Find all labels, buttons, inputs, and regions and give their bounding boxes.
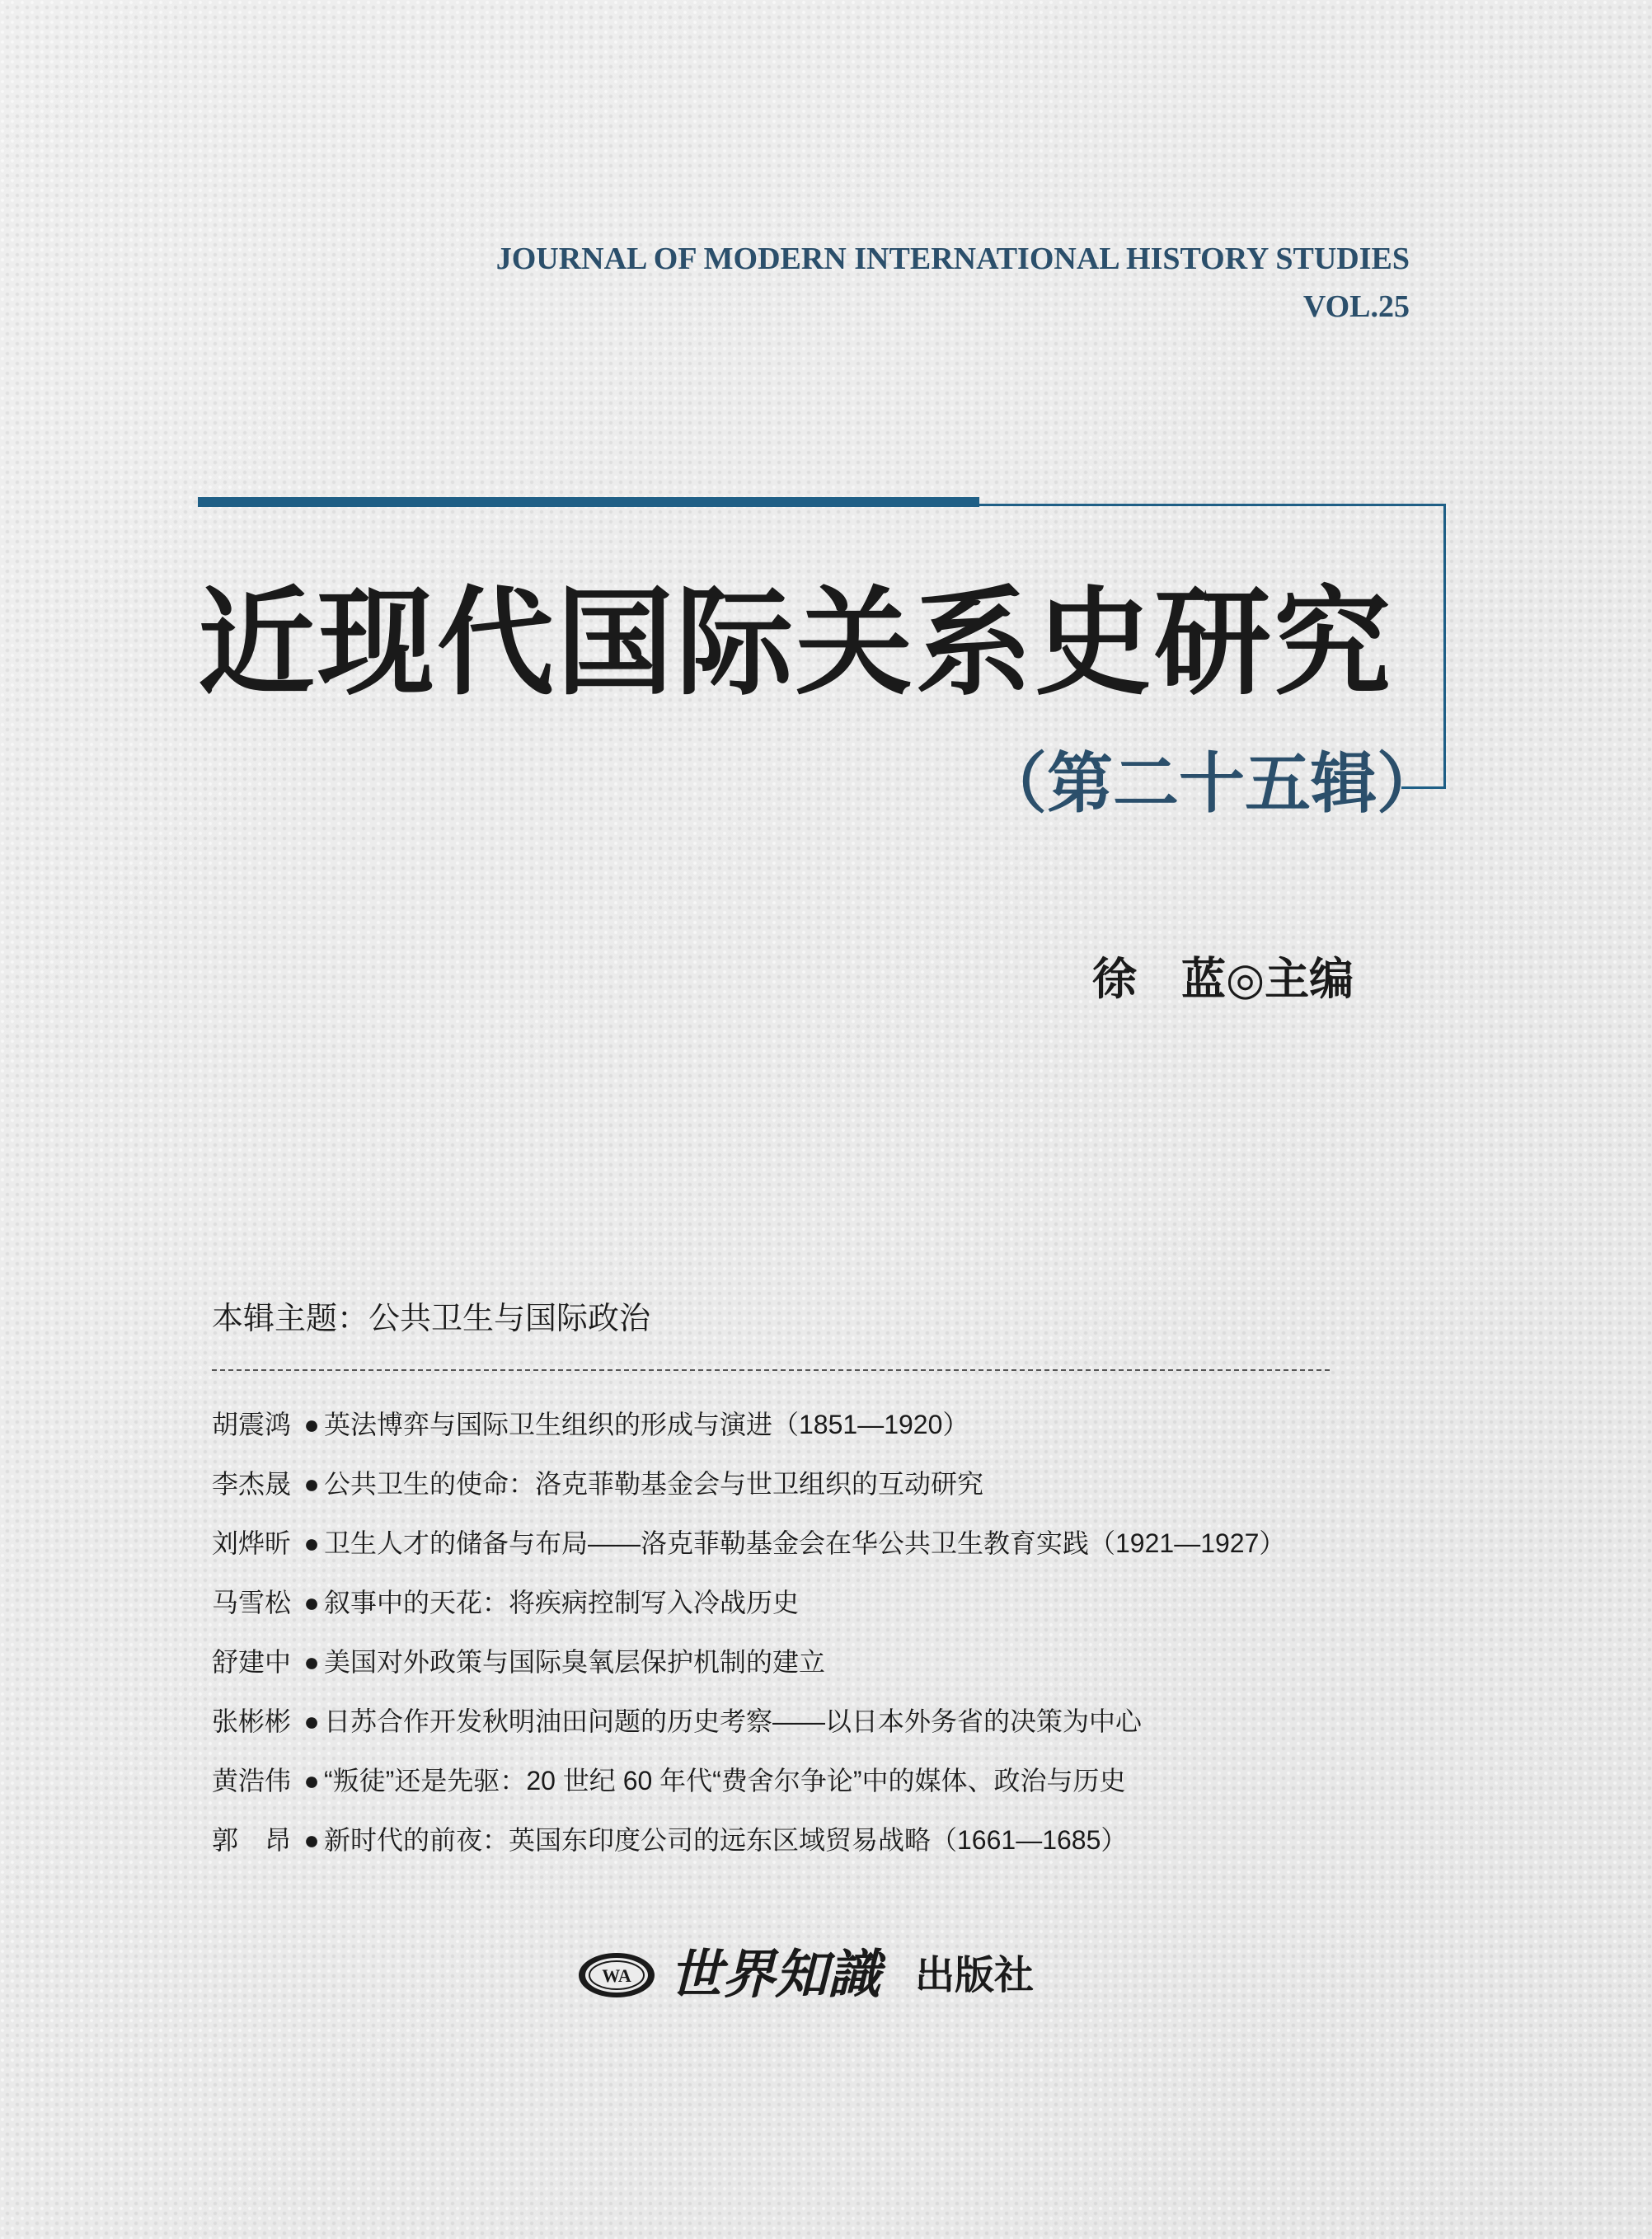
dashed-divider [212,1369,1330,1371]
article-title: 公共卫生的使命：洛克菲勒基金会与世卫组织的互动研究 [324,1469,984,1499]
article-author: 张彬彬 [212,1706,292,1736]
article-title: “叛徒”还是先驱：20 世纪 60 年代“费舍尔争论”中的媒体、政治与历史 [324,1766,1126,1795]
article-title: 新时代的前夜：英国东印度公司的远东区域贸易战略（1661—1685） [324,1825,1128,1855]
publisher-logo-icon [577,1950,656,2000]
contents-item [212,1700,1285,1759]
bullet-icon: ● [303,1410,320,1439]
article-author: 刘烨昕 [212,1528,292,1558]
article-author: 舒建中 [212,1647,292,1677]
title-frame-side [1443,504,1446,789]
title-rule-thick [198,497,979,507]
bullet-icon: ● [303,1647,320,1677]
bullet-icon: ● [303,1825,320,1855]
book-title: 近现代国际关系史研究 [198,575,1393,711]
journal-english-title: JOURNAL OF MODERN INTERNATIONAL HISTORY STUDIES [495,242,1410,276]
article-title: 英法博弈与国际卫生组织的形成与演进（1851—1920） [324,1410,969,1439]
article-author: 马雪松 [212,1588,292,1617]
article-title: 卫生人才的储备与布局——洛克菲勒基金会在华公共卫生教育实践（1921—1927） [324,1528,1286,1558]
bullet-icon: ● [303,1766,320,1795]
article-author: 郭 昂 [212,1825,292,1855]
editor-credit: 徐 蓝◎主编 [1092,952,1354,1005]
article-author: 胡震鸿 [212,1410,292,1439]
article-author: 黄浩伟 [212,1766,292,1795]
contents-list [212,1403,1285,1878]
contents-item [212,1522,1285,1581]
bullet-icon: ● [303,1528,320,1558]
bullet-icon: ● [303,1706,320,1736]
contents-item [212,1581,1285,1641]
bullet-icon: ● [303,1469,320,1499]
article-title: 美国对外政策与国际臭氧层保护机制的建立 [324,1647,826,1677]
article-title: 日苏合作开发秋明油田问题的历史考察——以日本外务省的决策为中心 [324,1706,1143,1736]
contents-item [212,1759,1285,1819]
volume-label: VOL.25 [1302,289,1410,324]
publisher-name: 出版社 [915,1952,1035,1998]
contents-item [212,1403,1285,1462]
bullet-icon: ● [303,1588,320,1617]
issue-theme: 本辑主题：公共卫生与国际政治 [212,1302,651,1336]
publisher-calligraphy: 世界知識 [669,1944,880,2006]
book-subtitle: （第二十五辑） [981,744,1443,822]
contents-item [212,1819,1285,1878]
publisher-logo-letters: WA [602,1965,631,1986]
article-author: 李杰晟 [212,1469,292,1499]
contents-item [212,1641,1285,1700]
title-frame-top [979,504,1446,506]
article-title: 叙事中的天花：将疾病控制写入冷战历史 [324,1588,800,1617]
contents-item [212,1462,1285,1522]
